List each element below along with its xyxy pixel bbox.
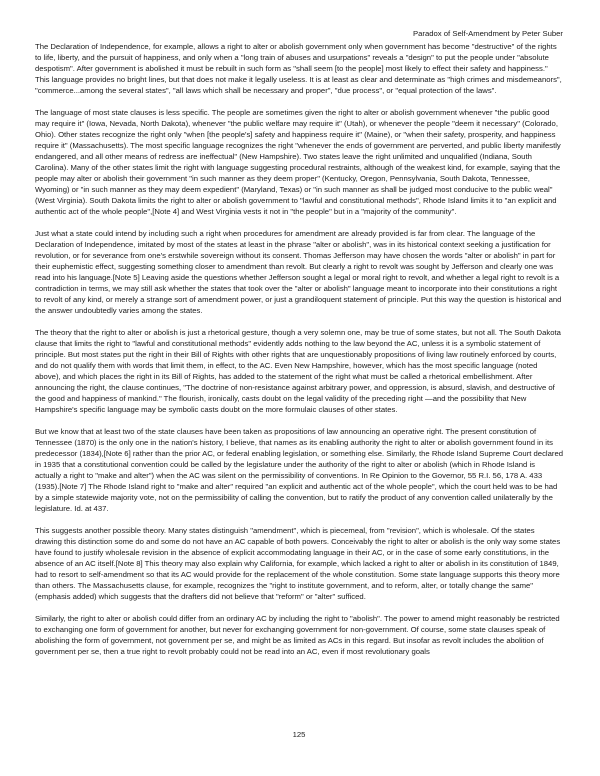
body-paragraph: This suggests another possible theory. Many states distinguish "amendment", which is piecemeal, from "revision", which is wholesale. Of the states drawing this distinction some do and some do not have an AC capable of both powers. Conceivably the right to alter or abolish is the only way some states have found to justify wholesale revision in the absence of explicit accommodating language in their AC, or in the case of some early constitutions, in the absence of an AC itself.[Note 8] This theory may also explain why California, for example, which lacked a right to alter or abolish in its constitution of 1849, had to resort to self-amendment so that its AC would provide for the replacement of the whole constitution. Some state language supports this theory more than others. The Massachusetts clause, for example, recognizes the "right to institute government, and to reform, alter, or totally change the same" (emphasis added) which suggests that the drafters did not believe that "reform" or "alter" sufficed. bbox=[35, 526, 561, 601]
body-paragraph: But we know that at least two of the state clauses have been taken as propositions of law announcing an operative right. The present constitution of Tennessee (1870) is the only one in the nation's history, I believe, that names as its enabling authority the right to alter or abolish government found in its predecessor (1834),[Note 6] rather than the prior AC, or federal enabling legislation, or something else. Similarly, the Rhode Island Supreme Court declared in 1935 that a constitutional convention could be called by the legislature under the authority of the right to alter or abolish (which in Rhode Island is actually a right to "make and alter") when the AC was silent on the permissibility of conventions. In Re Opinion to the Governor, 55 R.I. 56, 178 A. 433 (1935).[Note 7] The Rhode Island right to "make and alter" required "an explicit and authentic act of the whole people", which the court held was to be had by a simple statewide majority vote, not on the permissibility of calling the convention, but to ratify the product of any convention called unilaterally by the legislature. Id. at 437. bbox=[35, 427, 564, 513]
body-paragraph: The theory that the right to alter or abolish is just a rhetorical gesture, though a very solemn one, may be true of some states, but not all. The South Dakota clause that limits the right to "lawful and constitutional methods" evidently adds nothing to the law beyond the AC, unless it is a symbolic statement of principle. But most states put the right in their Bill of Rights with other rights that are unquestionably propositions of living law routinely enforced by courts, and do not qualify them with words that limit them, in effect, to the AC. Even New Hampshire, however, which has the most specific language (noted above), and which places the right in its Bill of Rights, has added to the statement of the right what must be called a rhetorical embellishment. After announcing the right, the clause continues, "The doctrine of non-resistance against arbitrary power, and oppression, is absurd, slavish, and destructive of the good and happiness of mankind." The flourish, ironically, casts doubt on the legal validity of the preceding right —and the possibility that New Hampshire's specific language may be symbolic casts doubt on the more formulaic clauses of other states. bbox=[35, 328, 561, 414]
body-paragraph: Similarly, the right to alter or abolish could differ from an ordinary AC by including the right to "abolish". The power to amend might reasonably be restricted to exchanging one form of government for another, but never for exchanging government for non-government. Of course, some state clauses speak of abolishing the form of government, not government per se, and might be as limited as ACs in this regard. But insofar as revolt includes the abolition of government per se, then a true right to revolt probably could not be read into an AC, even if most revolutionary goals bbox=[35, 614, 560, 656]
page-content bbox=[35, 28, 563, 668]
body-paragraph: The language of most state clauses is less specific. The people are sometimes given the right to alter or abolish government whenever "the public good may require it" (Iowa, Nevada, North Dakota), whenever "the public welfare may require it" (Utah), or whenever the people "deem it necessary" (Colorado, Ohio). Other states recognize the right only "when [the people's] safety and happiness require it" (Maine), or "when their safety, prosperity, and happiness require it" (Massachusetts). The most specific language recognizes the right "whenever the ends of government are perverted, and public liberty manifestly endangered, and all other means of redress are ineffectual" (New Hampshire). Two states leave the right unlimited and unqualified (Indiana, South Carolina). Many of the other states limit the right with language suggesting procedural restraints, although of the weakest kind, for example, saying that the people may alter or abolish their government "in such manner as they deem proper" (Kentucky, Oregon, Pennsylvania, South Dakota, Tennessee, Wyoming) or "in such manner as they may deem expedient" (Maryland, Texas) or "in such manner as shall be judged most conducive to the public weal" (West Virginia). South Dakota limits the right to alter or abolish government to "lawful and constitutional methods", Rhode Island limits it to "an explicit and authentic act of the whole people",[Note 4] and West Virginia vests it not in "the people" but in a "majority of the community". bbox=[35, 108, 561, 216]
running-header-title: Paradox of Self-Amendment by Peter Suber bbox=[413, 29, 563, 38]
page-number: 125 bbox=[292, 730, 306, 739]
body-paragraph: Just what a state could intend by including such a right when procedures for amendment are already provided is far from clear. The language of the Declaration of Independence, imitated by most of the states at least in the phrase "alter or abolish", was in its historical context seeking a justification for revolution, or for severance from one's erstwhile sovereign without its consent. Thomas Jefferson may have chosen the words "alter or abolish" in part for their euphemistic effect, suggesting something closer to amendment than revolt. But clearly a right to revolt was sought by Jefferson and clearly one was read into his language.[Note 5] Leaving aside the questions whether Jefferson sought a legal or moral right to revolt, and whether a legal right to revolt is a contradiction in terms, we may still ask whether the states that took over the "alter or abolish" language meant to incorporate into their constitutions a right to revolt of any kind, or merely a strange sort of amendment power, or just a grandiloquent statement of principle. Put this way the question is historical and the answer undoubtedly varies among the states. bbox=[35, 229, 562, 315]
body-paragraph: The Declaration of Independence, for example, allows a right to alter or abolish government only when government has become "destructive" of the rights to life, liberty, and the pursuit of happiness, and only when a "long train of abuses and usurpations" reveals a "design" to put the people under "absolute despotism". After government is abolished it must be rebuilt in such form as "shall seem [to the people] most likely to effect their safety and happiness." This language provides no bright lines, but that does not make it legally useless. It is at least as clear and determinate as "high crimes and misdemeanors", "commerce...among the several states", "all laws which shall be necessary and proper", "due process", or "equal protection of the laws". bbox=[35, 42, 562, 95]
